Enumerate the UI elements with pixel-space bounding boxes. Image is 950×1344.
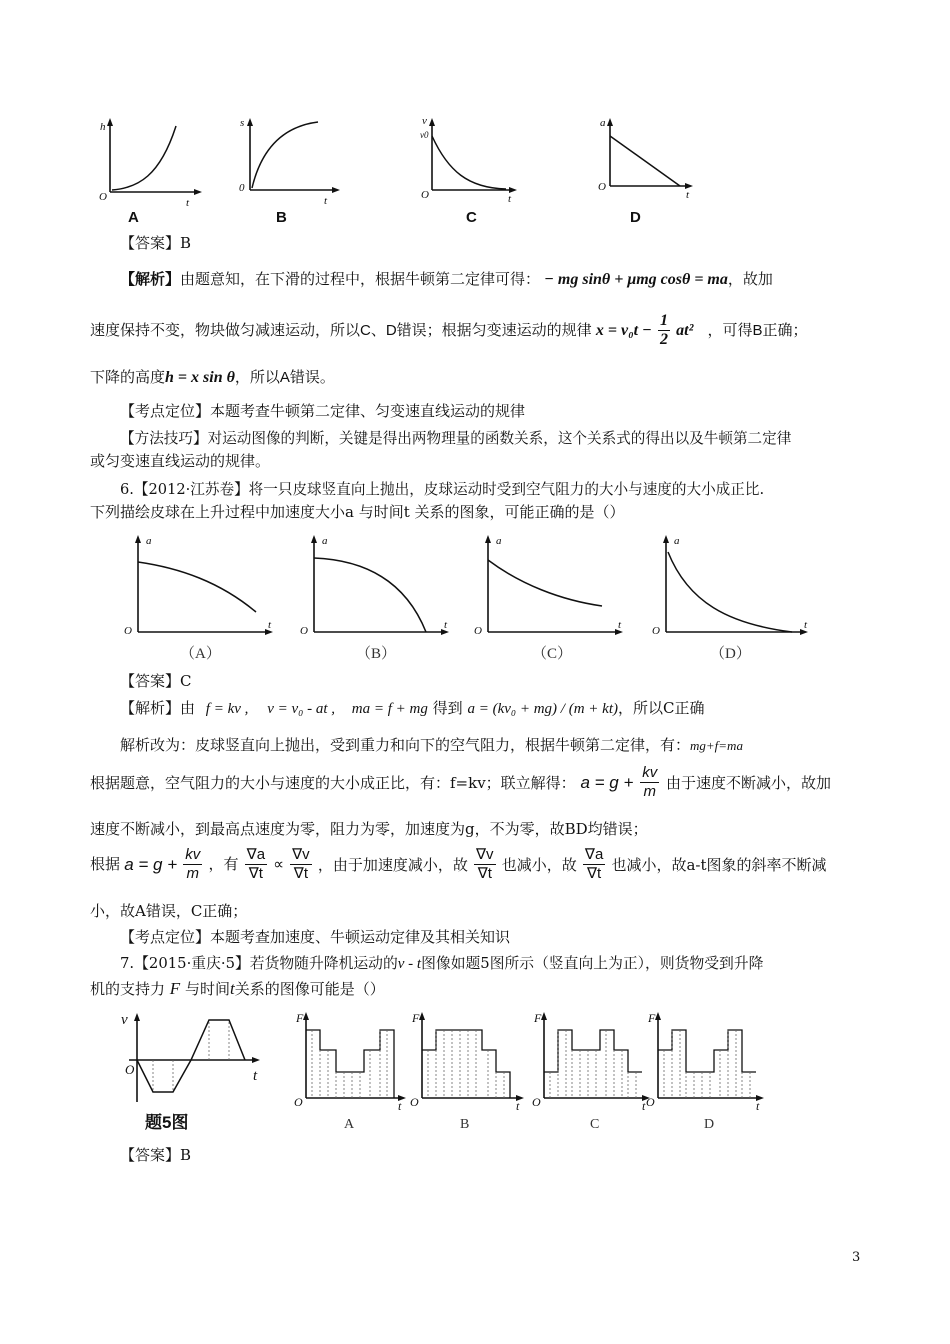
q5-formula-2-den: 2 [659,331,668,348]
q6-stem-1: 6.【2012·江苏卷】将一只皮球竖直向上抛出，皮球运动时受到空气阻力的大小与速度的大小成正比. [120,481,765,498]
q6-gai-4-a: 根据 [90,855,121,873]
q7-vt-caption: 题5图 [145,1113,189,1132]
q5-analysis-3-end: ，所以A错误。 [234,369,335,386]
q5-fangfa-2: 或匀变速直线运动的规律。 [90,452,271,470]
q5-c-caption: C [466,209,477,226]
q6-gai-2-den: m [643,783,656,800]
q6-b-xlabel: t [444,619,448,631]
q6-b-ylabel: a [322,535,328,547]
q5-analysis-line2 [90,312,808,360]
q6-r4-frac [583,846,605,883]
q6-c-origin: O [474,625,482,637]
q7-stem-1b: v - t [397,956,422,972]
q5-d-origin: O [598,181,606,193]
q6-gai-3: 速度不断减小，到最高点速度为零，阻力为零，加速度为g，不为零，故BD均错误； [90,820,648,838]
q5-formula-2-left: x = v₀t − [595,321,652,339]
q6-a-caption: （A） [180,646,221,662]
q6-r2-num: ∇v [292,846,310,863]
q7-a-xlabel: t [398,1099,402,1113]
q5-c-ylabel2: v0 [420,130,429,140]
q7-stem-2d: t [229,979,235,998]
q6-d-xlabel: t [804,619,808,631]
q6-gai-2: 根据题意，空气阻力的大小与速度的大小成正比，有：f=kv；联立解得： [90,773,576,792]
q6-gai-1-f: mg+f=ma [690,738,743,753]
q6-a-ylabel: a [146,535,152,547]
q7-d-ylabel: F [648,1011,656,1025]
q5-a-origin: O [99,191,107,203]
q5-analysis-3: 下降的高度 [90,369,166,386]
q6-gai-4-f-left: a = g + [124,854,178,874]
q6-kaodian: 【考点定位】本题考查加速度、牛顿运动定律及其相关知识 [120,928,511,946]
q6-gai-4-d: 也减小，故 [501,855,577,874]
q7-answer: 【答案】B [120,1146,192,1164]
q5-c-ylabel: v [422,115,427,127]
q6-c-xlabel: t [618,619,622,631]
q5-b-origin: 0 [239,182,245,194]
q5-formula-2-frac [658,312,670,349]
q7-d-origin: O [646,1095,655,1109]
q5-formula-1: − mg sinθ + μmg cosθ = ma [544,271,728,288]
q5-analysis-tag: 【解析】 [120,271,181,288]
q6-gai-4-e: 也减小，故a-t图象的斜率不断减 [611,855,827,874]
q6-gai-4-c: ，由于加速度减小，故 [317,855,468,874]
q7-a-origin: O [294,1095,303,1109]
q7-stem-1a: 7.【2015·重庆·5】若货物随升降机运动的 [120,955,398,972]
q5-graph-b [236,116,346,226]
q5-d-caption: D [630,209,641,226]
q6-d-ylabel: a [674,535,680,547]
q7-c-caption: C [590,1117,600,1132]
q5-graph-c [418,116,528,226]
q6-gai-4-line [90,846,827,894]
q6-b-origin: O [300,625,308,637]
q7-vt-graph [115,1010,275,1135]
q5-a-ylabel: h [100,121,106,133]
q5-analysis-1: 由题意知，在下滑的过程中，根据牛顿第二定律可得： [180,271,541,288]
q7-b-origin: O [410,1095,419,1109]
q6-graph-d [648,532,818,667]
q6-graph-a [120,532,280,667]
q7-d-caption: D [704,1117,715,1132]
q5-c-xlabel: t [508,193,512,205]
q5-analysis-line1 [120,269,773,291]
q6-f2: v = v₀ - at , [267,701,336,717]
q6-analysis-tag: 【解析】由 [120,699,196,717]
q6-gai-4-num: kv [185,846,201,863]
q6-mid: 得到 [432,699,463,717]
q6-r1-frac [245,846,267,883]
q6-gai-2-num: kv [642,764,658,781]
q5-c-origin: O [421,189,429,201]
q6-prop: ∝ [273,855,284,873]
q6-gai-1-line [120,734,743,757]
q6-r2-den: ∇t [293,865,308,882]
q5-analysis-2: 速度保持不变，物块做匀减速运动，所以C、D错误；根据匀变速运动的规律 [90,321,592,339]
q5-d-ylabel: a [600,117,606,129]
q6-end: ，所以C正确 [618,699,705,717]
q5-a-caption: A [128,209,139,226]
q5-kaodian: 【考点定位】本题考查牛顿第二定律、匀变速直线运动的规律 [120,402,526,420]
q6-d-caption: （D） [710,646,751,662]
q7-d-xlabel: t [756,1099,760,1113]
q7-stem-2b: F [169,979,181,998]
q6-gai-2-end: 由于速度不断减小，故加 [665,773,831,792]
q6-d-origin: O [652,625,660,637]
q7-a-ylabel: F [296,1011,304,1025]
q5-b-caption: B [276,209,287,226]
q6-gai-2-line [90,764,831,810]
q6-b-caption: （B） [356,646,397,662]
q7-graph-c [526,1010,656,1135]
q6-answer: 【答案】C [120,672,192,690]
q6-r3-num: ∇v [476,846,494,863]
q7-c-origin: O [532,1095,541,1109]
q5-formula-2-right: at² [676,321,694,339]
q6-graph-b [296,532,456,667]
q6-f4: a = (kv₀ + mg) / (m + kt) [467,701,618,717]
q6-gai-4-frac [183,846,202,883]
q6-gai-1: 解析改为：皮球竖直向上抛出，受到重力和向下的空气阻力，根据牛顿第二定律，有： [120,736,691,754]
q5-analysis-2-end: ，可得B正确； [707,321,808,339]
q7-b-ylabel: F [412,1011,420,1025]
q7-c-ylabel: F [534,1011,542,1025]
q5-b-ylabel: s [240,117,245,129]
q7-stem-2a: 机的支持力 [90,980,166,998]
q7-graph-a [290,1010,410,1135]
q6-gai-2-frac [640,764,659,801]
q5-analysis-1-end: ，故加 [727,271,773,288]
q7-c-xlabel: t [642,1099,646,1113]
q6-r4-num: ∇a [584,846,604,863]
q5-answer: 【答案】B [120,234,192,252]
q5-b-xlabel: t [324,195,328,207]
q6-gai-4-b: ，有 [208,855,239,873]
q7-stem-1 [120,953,763,975]
q5-formula-3: h = x sin θ [165,369,235,386]
q7-vt-ylabel: v [121,1012,128,1028]
q6-r3-frac [474,846,496,883]
q6-gai-2-f-left: a = g + [580,772,634,792]
q6-r4-den: ∇t [587,865,602,882]
q5-a-xlabel: t [186,197,190,209]
q6-c-caption: （C） [532,646,573,662]
q6-f1: f = kv , [205,701,249,717]
q6-stem-2: 下列描绘皮球在上升过程中加速度大小a 与时间t 关系的图象，可能正确的是（） [90,503,625,521]
q7-b-xlabel: t [516,1099,520,1113]
q5-analysis-line3 [90,367,335,389]
q6-a-origin: O [124,625,132,637]
q5-formula-2-num: 1 [659,312,668,329]
q5-fangfa-1: 【方法技巧】对运动图像的判断，关键是得出两物理量的函数关系，这个关系式的得出以及牛顿第二定律 [120,430,792,447]
q7-vt-origin: O [125,1062,135,1077]
q5-graph-a [98,118,208,228]
page-number: 3 [852,1250,861,1265]
q6-c-ylabel: a [496,535,502,547]
q6-a-xlabel: t [268,619,272,631]
q6-f3: ma = f + mg [351,701,428,717]
q6-gai-4-den: m [186,865,200,882]
q7-stem-2e: 关系的图像可能是（） [234,980,385,998]
q7-b-caption: B [460,1117,470,1132]
q6-analysis [120,697,704,720]
q5-d-xlabel: t [686,189,690,201]
q6-r1-den: ∇t [248,865,263,882]
q6-r2-frac [290,846,312,883]
q6-graph-c [470,532,630,667]
q5-graph-d [594,116,704,226]
q7-stem-1c: 图像如题5图所示（竖直向上为正），则货物受到升降 [421,955,764,972]
q7-a-caption: A [344,1117,355,1132]
q6-r1-num: ∇a [246,846,266,863]
q6-gai-5: 小，故A错误，C正确； [90,902,248,920]
q7-stem-2 [90,978,385,1000]
q7-stem-2c: 与时间 [184,980,230,998]
q7-vt-xlabel: t [253,1068,258,1084]
q7-graph-b [404,1010,529,1135]
q6-r3-den: ∇t [477,865,492,882]
q7-graph-d [640,1010,770,1135]
